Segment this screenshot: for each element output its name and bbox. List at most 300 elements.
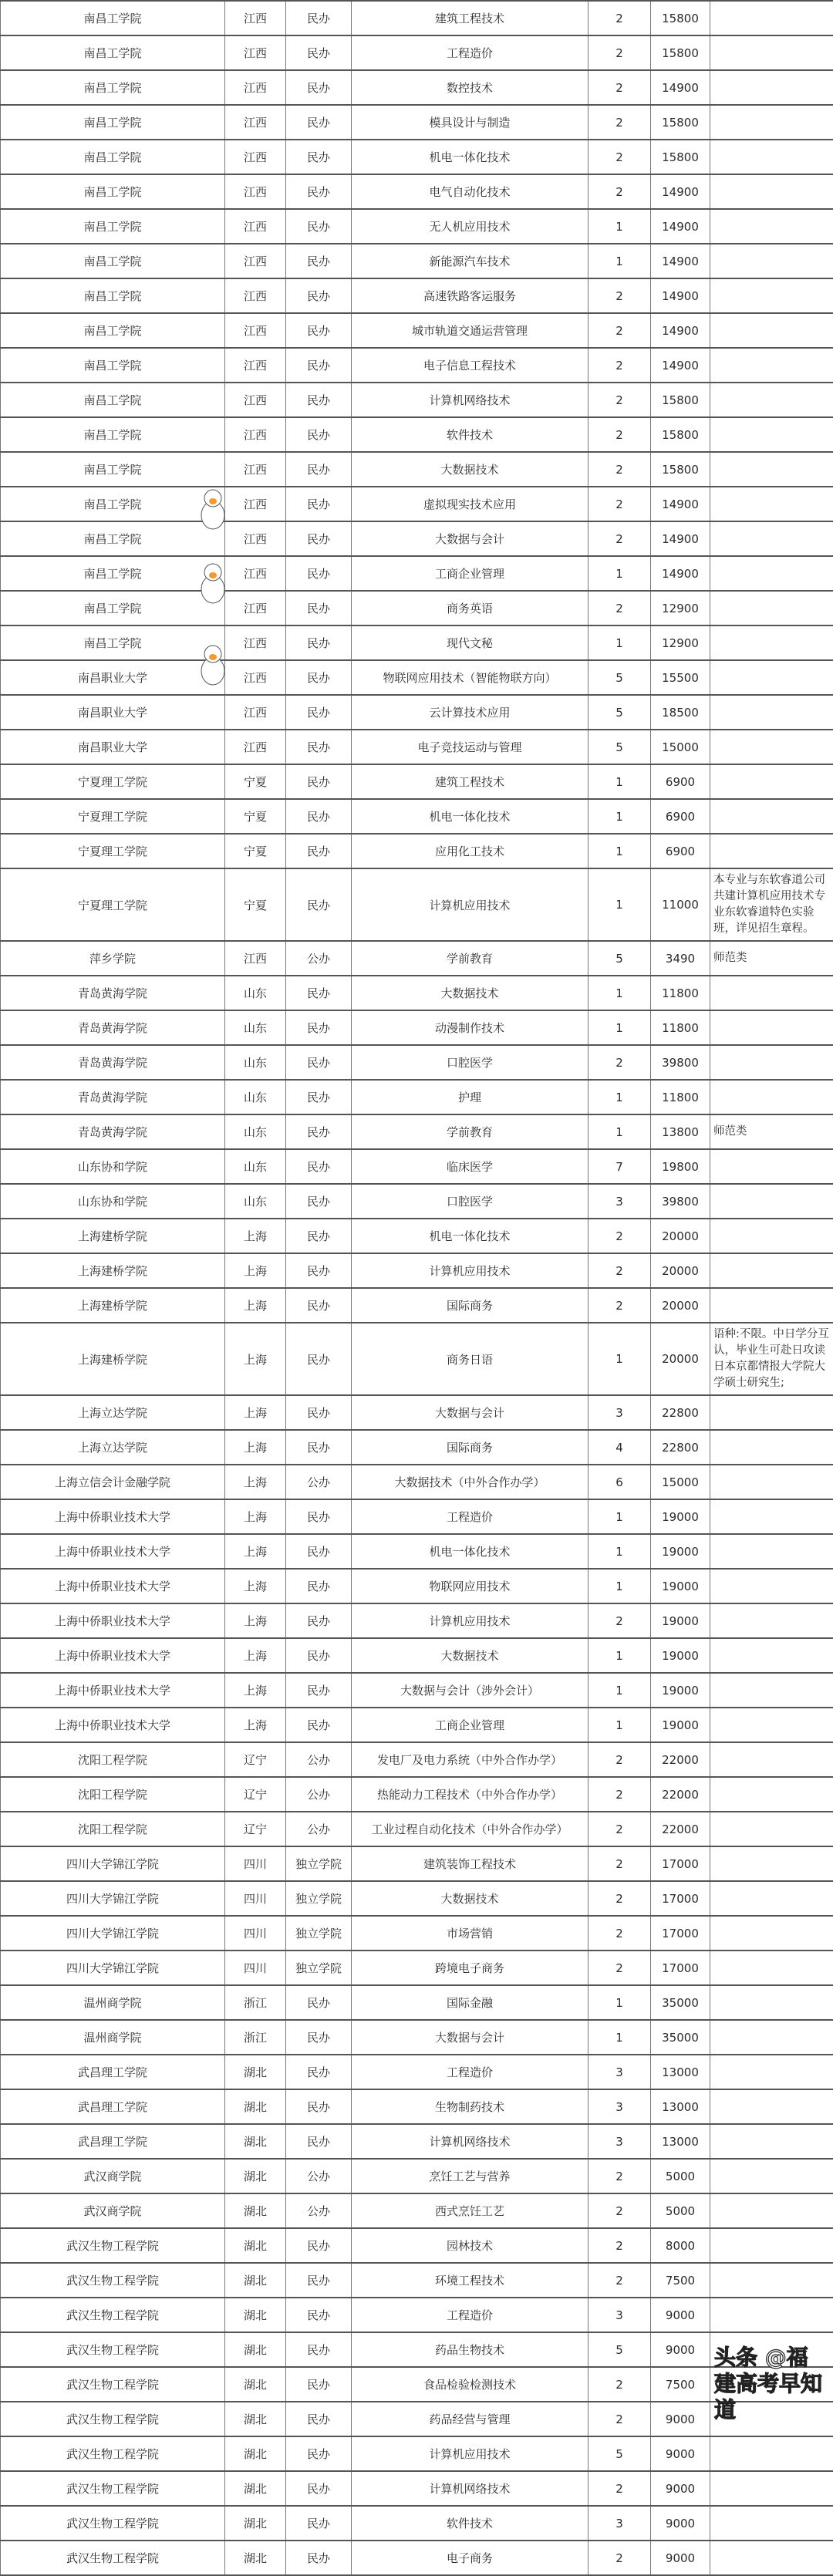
school-name-cell: 武昌理工学院: [1, 2124, 225, 2159]
school-type-cell: 民办: [286, 2332, 352, 2367]
table-row: [1, 2506, 833, 2541]
province-cell: 湖北: [225, 2228, 286, 2263]
province-cell: 江西: [225, 730, 286, 764]
duck-sticker-icon: [199, 640, 227, 686]
major-cell: 机电一体化技术: [352, 799, 588, 834]
table-row: [1, 2055, 833, 2089]
table-row: [1, 2332, 833, 2367]
major-cell: 大数据技术: [352, 1638, 588, 1673]
major-cell: 发电厂及电力系统（中外合作办学）: [352, 1742, 588, 1777]
school-name-cell: 四川大学锦江学院: [1, 1916, 225, 1951]
school-type-cell: 民办: [286, 2263, 352, 2298]
enrollment-count-cell: 2: [588, 1603, 651, 1638]
school-type-cell: 民办: [286, 1149, 352, 1184]
table-row: [1, 834, 833, 868]
table-row: [1, 799, 833, 834]
school-type-cell: 民办: [286, 1395, 352, 1430]
remark-cell: [710, 1184, 833, 1219]
enrollment-count-cell: 2: [588, 452, 651, 487]
tuition-fee-cell: 9000: [651, 2506, 710, 2541]
remark-cell: [710, 105, 833, 140]
tuition-fee-cell: 22000: [651, 1742, 710, 1777]
school-name-cell: 上海立达学院: [1, 1430, 225, 1465]
school-type-cell: 民办: [286, 1114, 352, 1149]
major-cell: 云计算技术应用: [352, 695, 588, 730]
tuition-fee-cell: 11800: [651, 976, 710, 1010]
province-cell: 湖北: [225, 2055, 286, 2089]
major-cell: 动漫制作技术: [352, 1010, 588, 1045]
school-name-cell: 武汉生物工程学院: [1, 2436, 225, 2471]
table-row: [1, 2402, 833, 2436]
school-type-cell: 民办: [286, 591, 352, 625]
remark-cell: [710, 278, 833, 313]
school-name-cell: 宁夏理工学院: [1, 834, 225, 868]
enrollment-count-cell: 1: [588, 209, 651, 244]
province-cell: 湖北: [225, 2193, 286, 2228]
tuition-fee-cell: 20000: [651, 1288, 710, 1323]
school-type-cell: 公办: [286, 1812, 352, 1846]
remark-cell: [710, 1080, 833, 1114]
remark-cell: [710, 764, 833, 799]
tuition-fee-cell: 6900: [651, 799, 710, 834]
tuition-fee-cell: 11800: [651, 1010, 710, 1045]
province-cell: 江西: [225, 140, 286, 174]
major-cell: 大数据技术: [352, 1881, 588, 1916]
school-type-cell: 民办: [286, 2089, 352, 2124]
tuition-fee-cell: 7500: [651, 2263, 710, 2298]
enrollment-count-cell: 1: [588, 1638, 651, 1673]
major-cell: 电子商务: [352, 2541, 588, 2575]
school-type-cell: 民办: [286, 174, 352, 209]
school-name-cell: 上海建桥学院: [1, 1253, 225, 1288]
remark-cell: 本专业与东软睿道公司共建计算机应用技术专业东软睿道特色实验班，详见招生章程。: [710, 868, 833, 941]
school-type-cell: 民办: [286, 799, 352, 834]
remark-cell: [710, 140, 833, 174]
watermark: 头条 @福建高考早知道: [714, 2345, 828, 2423]
table-row: [1, 2367, 833, 2402]
major-cell: 机电一体化技术: [352, 140, 588, 174]
tuition-fee-cell: 22800: [651, 1430, 710, 1465]
enrollment-count-cell: 2: [588, 105, 651, 140]
enrollment-count-cell: 2: [588, 1253, 651, 1288]
school-name-cell: 南昌职业大学: [1, 730, 225, 764]
province-cell: 上海: [225, 1288, 286, 1323]
school-name-cell: 宁夏理工学院: [1, 764, 225, 799]
major-cell: 药品生物技术: [352, 2332, 588, 2367]
enrollment-count-cell: 2: [588, 313, 651, 348]
major-cell: 大数据技术: [352, 452, 588, 487]
remark-cell: [710, 2020, 833, 2055]
table-row: [1, 1253, 833, 1288]
enrollment-count-cell: 7: [588, 1149, 651, 1184]
duck-sticker-icon: [199, 558, 227, 605]
school-type-cell: 民办: [286, 417, 352, 452]
remark-cell: [710, 1603, 833, 1638]
school-type-cell: 民办: [286, 1288, 352, 1323]
tuition-fee-cell: 15000: [651, 730, 710, 764]
remark-cell: [710, 348, 833, 383]
table-row: [1, 70, 833, 105]
province-cell: 江西: [225, 941, 286, 976]
province-cell: 江西: [225, 313, 286, 348]
enrollment-count-cell: 1: [588, 244, 651, 278]
school-type-cell: 民办: [286, 1323, 352, 1395]
school-type-cell: 民办: [286, 556, 352, 591]
school-type-cell: 民办: [286, 625, 352, 660]
province-cell: 湖北: [225, 2541, 286, 2575]
tuition-fee-cell: 15800: [651, 383, 710, 417]
enrollment-count-cell: 6: [588, 1465, 651, 1499]
remark-cell: [710, 244, 833, 278]
province-cell: 江西: [225, 487, 286, 521]
major-cell: 西式烹饪工艺: [352, 2193, 588, 2228]
enrollment-count-cell: 3: [588, 2124, 651, 2159]
remark-cell: 师范类: [710, 941, 833, 976]
tuition-fee-cell: 6900: [651, 834, 710, 868]
tuition-fee-cell: 14900: [651, 174, 710, 209]
province-cell: 江西: [225, 625, 286, 660]
remark-cell: [710, 2506, 833, 2541]
enrollment-count-cell: 3: [588, 2089, 651, 2124]
province-cell: 辽宁: [225, 1777, 286, 1812]
school-name-cell: 萍乡学院: [1, 941, 225, 976]
table-row: [1, 2228, 833, 2263]
major-cell: 物联网应用技术: [352, 1569, 588, 1603]
remark-cell: [710, 383, 833, 417]
tuition-fee-cell: 22000: [651, 1777, 710, 1812]
school-name-cell: 青岛黄海学院: [1, 1080, 225, 1114]
school-name-cell: 武汉生物工程学院: [1, 2298, 225, 2332]
major-cell: 工业过程自动化技术（中外合作办学）: [352, 1812, 588, 1846]
province-cell: 湖北: [225, 2506, 286, 2541]
table-row: [1, 695, 833, 730]
enrollment-count-cell: 5: [588, 2436, 651, 2471]
major-cell: 计算机应用技术: [352, 1253, 588, 1288]
table-row: [1, 1673, 833, 1708]
remark-cell: [710, 625, 833, 660]
table-row: [1, 1708, 833, 1742]
school-name-cell: 上海中侨职业技术大学: [1, 1534, 225, 1569]
school-type-cell: 民办: [286, 452, 352, 487]
school-name-cell: 山东协和学院: [1, 1149, 225, 1184]
table-row: [1, 140, 833, 174]
table-row: [1, 2436, 833, 2471]
table-row: [1, 2159, 833, 2193]
major-cell: 国际商务: [352, 1430, 588, 1465]
school-type-cell: 民办: [286, 2436, 352, 2471]
school-name-cell: 四川大学锦江学院: [1, 1881, 225, 1916]
province-cell: 湖北: [225, 2089, 286, 2124]
remark-cell: [710, 660, 833, 695]
school-type-cell: 民办: [286, 2124, 352, 2159]
tuition-fee-cell: 39800: [651, 1045, 710, 1080]
remark-cell: [710, 1708, 833, 1742]
school-name-cell: 南昌工学院: [1, 1, 225, 35]
school-name-cell: 武汉生物工程学院: [1, 2541, 225, 2575]
enrollment-count-cell: 2: [588, 1812, 651, 1846]
school-type-cell: 公办: [286, 2193, 352, 2228]
province-cell: 上海: [225, 1499, 286, 1534]
school-name-cell: 上海中侨职业技术大学: [1, 1499, 225, 1534]
table-row: [1, 383, 833, 417]
table-row: [1, 1395, 833, 1430]
school-type-cell: 民办: [286, 1430, 352, 1465]
major-cell: 现代文秘: [352, 625, 588, 660]
table-row: [1, 313, 833, 348]
school-type-cell: 民办: [286, 2402, 352, 2436]
major-cell: 工程造价: [352, 2298, 588, 2332]
table-row: [1, 625, 833, 660]
enrollment-count-cell: 2: [588, 591, 651, 625]
province-cell: 上海: [225, 1708, 286, 1742]
major-cell: 市场营销: [352, 1916, 588, 1951]
tuition-fee-cell: 5000: [651, 2193, 710, 2228]
remark-cell: [710, 1812, 833, 1846]
enrollment-count-cell: 2: [588, 1742, 651, 1777]
remark-cell: [710, 1881, 833, 1916]
enrollment-count-cell: 2: [588, 174, 651, 209]
school-type-cell: 公办: [286, 1465, 352, 1499]
province-cell: 山东: [225, 1080, 286, 1114]
school-name-cell: 南昌工学院: [1, 140, 225, 174]
school-name-cell: 武汉商学院: [1, 2159, 225, 2193]
school-type-cell: 民办: [286, 976, 352, 1010]
major-cell: 大数据与会计: [352, 2020, 588, 2055]
tuition-fee-cell: 14900: [651, 348, 710, 383]
enrollment-count-cell: 1: [588, 1114, 651, 1149]
enrollment-count-cell: 5: [588, 730, 651, 764]
school-name-cell: 武汉商学院: [1, 2193, 225, 2228]
school-name-cell: 武汉生物工程学院: [1, 2263, 225, 2298]
school-type-cell: 民办: [286, 2298, 352, 2332]
remark-cell: [710, 1010, 833, 1045]
school-type-cell: 民办: [286, 868, 352, 941]
school-type-cell: 民办: [286, 764, 352, 799]
school-name-cell: 南昌工学院: [1, 521, 225, 556]
tuition-fee-cell: 15800: [651, 417, 710, 452]
province-cell: 湖北: [225, 2263, 286, 2298]
table-row: [1, 1184, 833, 1219]
school-type-cell: 民办: [286, 209, 352, 244]
major-cell: 临床医学: [352, 1149, 588, 1184]
school-name-cell: 上海中侨职业技术大学: [1, 1673, 225, 1708]
school-type-cell: 公办: [286, 2159, 352, 2193]
major-cell: 环境工程技术: [352, 2263, 588, 2298]
school-name-cell: 上海中侨职业技术大学: [1, 1569, 225, 1603]
enrollment-count-cell: 1: [588, 1499, 651, 1534]
province-cell: 江西: [225, 209, 286, 244]
school-name-cell: 宁夏理工学院: [1, 868, 225, 941]
school-name-cell: 武汉生物工程学院: [1, 2402, 225, 2436]
enrollment-count-cell: 2: [588, 1951, 651, 1985]
remark-cell: [710, 695, 833, 730]
table-row: [1, 1288, 833, 1323]
school-type-cell: 民办: [286, 244, 352, 278]
school-type-cell: 民办: [286, 660, 352, 695]
province-cell: 江西: [225, 70, 286, 105]
table-row: [1, 730, 833, 764]
enrollment-count-cell: 2: [588, 2159, 651, 2193]
table-row: [1, 174, 833, 209]
major-cell: 跨境电子商务: [352, 1951, 588, 1985]
table-row: [1, 591, 833, 625]
school-type-cell: 民办: [286, 1603, 352, 1638]
school-type-cell: 民办: [286, 730, 352, 764]
province-cell: 山东: [225, 976, 286, 1010]
major-cell: 应用化工技术: [352, 834, 588, 868]
school-name-cell: 武汉生物工程学院: [1, 2228, 225, 2263]
enrollment-count-cell: 2: [588, 417, 651, 452]
remark-cell: [710, 1916, 833, 1951]
province-cell: 宁夏: [225, 799, 286, 834]
table-row: [1, 1010, 833, 1045]
school-type-cell: 民办: [286, 348, 352, 383]
province-cell: 江西: [225, 35, 286, 70]
tuition-fee-cell: 8000: [651, 2228, 710, 2263]
school-type-cell: 民办: [286, 35, 352, 70]
school-name-cell: 南昌工学院: [1, 70, 225, 105]
school-name-cell: 上海立达学院: [1, 1395, 225, 1430]
enrollment-count-cell: 2: [588, 2263, 651, 2298]
enrollment-count-cell: 1: [588, 1534, 651, 1569]
remark-cell: [710, 1534, 833, 1569]
tuition-fee-cell: 18500: [651, 695, 710, 730]
school-name-cell: 武昌理工学院: [1, 2089, 225, 2124]
tuition-fee-cell: 20000: [651, 1323, 710, 1395]
school-type-cell: 民办: [286, 2228, 352, 2263]
enrollment-count-cell: 3: [588, 2506, 651, 2541]
school-name-cell: 南昌工学院: [1, 417, 225, 452]
enrollment-count-cell: 1: [588, 834, 651, 868]
table-row: [1, 105, 833, 140]
enrollment-count-cell: 1: [588, 1323, 651, 1395]
table-row: [1, 1430, 833, 1465]
tuition-fee-cell: 9000: [651, 2541, 710, 2575]
province-cell: 江西: [225, 695, 286, 730]
school-type-cell: 民办: [286, 2471, 352, 2506]
province-cell: 山东: [225, 1184, 286, 1219]
province-cell: 四川: [225, 1881, 286, 1916]
school-name-cell: 青岛黄海学院: [1, 1045, 225, 1080]
province-cell: 辽宁: [225, 1742, 286, 1777]
tuition-fee-cell: 14900: [651, 70, 710, 105]
major-cell: 大数据与会计: [352, 1395, 588, 1430]
school-type-cell: 民办: [286, 313, 352, 348]
tuition-fee-cell: 20000: [651, 1253, 710, 1288]
tuition-fee-cell: 20000: [651, 1219, 710, 1253]
province-cell: 江西: [225, 1, 286, 35]
school-name-cell: 南昌工学院: [1, 383, 225, 417]
major-cell: 计算机网络技术: [352, 383, 588, 417]
enrollment-count-cell: 2: [588, 2471, 651, 2506]
major-cell: 口腔医学: [352, 1184, 588, 1219]
major-cell: 大数据与会计（涉外会计）: [352, 1673, 588, 1708]
province-cell: 湖北: [225, 2436, 286, 2471]
school-name-cell: 上海建桥学院: [1, 1323, 225, 1395]
province-cell: 四川: [225, 1951, 286, 1985]
major-cell: 国际金融: [352, 1985, 588, 2020]
tuition-fee-cell: 22000: [651, 1812, 710, 1846]
school-name-cell: 南昌工学院: [1, 244, 225, 278]
tuition-fee-cell: 35000: [651, 1985, 710, 2020]
major-cell: 烹饪工艺与营养: [352, 2159, 588, 2193]
enrollment-count-cell: 2: [588, 348, 651, 383]
table-row: [1, 941, 833, 976]
remark-cell: [710, 2471, 833, 2506]
tuition-fee-cell: 14900: [651, 209, 710, 244]
remark-cell: [710, 834, 833, 868]
major-cell: 建筑工程技术: [352, 1, 588, 35]
tuition-fee-cell: 19000: [651, 1673, 710, 1708]
school-name-cell: 南昌工学院: [1, 348, 225, 383]
enrollment-count-cell: 1: [588, 1080, 651, 1114]
province-cell: 江西: [225, 174, 286, 209]
province-cell: 宁夏: [225, 868, 286, 941]
major-cell: 口腔医学: [352, 1045, 588, 1080]
tuition-fee-cell: 15800: [651, 105, 710, 140]
major-cell: 建筑工程技术: [352, 764, 588, 799]
remark-cell: [710, 2436, 833, 2471]
tuition-fee-cell: 35000: [651, 2020, 710, 2055]
school-type-cell: 民办: [286, 1184, 352, 1219]
school-name-cell: 温州商学院: [1, 2020, 225, 2055]
tuition-fee-cell: 15800: [651, 35, 710, 70]
province-cell: 湖北: [225, 2367, 286, 2402]
table-row: [1, 1080, 833, 1114]
enrollment-count-cell: 2: [588, 278, 651, 313]
remark-cell: [710, 1, 833, 35]
school-name-cell: 南昌工学院: [1, 209, 225, 244]
major-cell: 机电一体化技术: [352, 1219, 588, 1253]
remark-cell: [710, 1499, 833, 1534]
major-cell: 高速铁路客运服务: [352, 278, 588, 313]
remark-cell: [710, 174, 833, 209]
province-cell: 湖北: [225, 2471, 286, 2506]
remark-cell: [710, 452, 833, 487]
school-name-cell: 上海中侨职业技术大学: [1, 1638, 225, 1673]
remark-cell: [710, 70, 833, 105]
table-row: [1, 2193, 833, 2228]
major-cell: 工商企业管理: [352, 1708, 588, 1742]
remark-cell: [710, 2541, 833, 2575]
enrollment-count-cell: 2: [588, 521, 651, 556]
province-cell: 山东: [225, 1149, 286, 1184]
province-cell: 上海: [225, 1253, 286, 1288]
table-row: [1, 1323, 833, 1395]
school-type-cell: 民办: [286, 1638, 352, 1673]
tuition-fee-cell: 14900: [651, 313, 710, 348]
school-name-cell: 武汉生物工程学院: [1, 2332, 225, 2367]
school-type-cell: 独立学院: [286, 1916, 352, 1951]
table-row: [1, 209, 833, 244]
school-type-cell: 民办: [286, 140, 352, 174]
remark-cell: [710, 2193, 833, 2228]
enrollment-count-cell: 3: [588, 2298, 651, 2332]
school-name-cell: 南昌工学院: [1, 487, 225, 521]
table-row: [1, 1812, 833, 1846]
school-type-cell: 民办: [286, 487, 352, 521]
remark-cell: [710, 976, 833, 1010]
major-cell: 学前教育: [352, 1114, 588, 1149]
school-type-cell: 民办: [286, 1708, 352, 1742]
table-row: [1, 2089, 833, 2124]
school-type-cell: 民办: [286, 834, 352, 868]
province-cell: 四川: [225, 1916, 286, 1951]
remark-cell: [710, 591, 833, 625]
major-cell: 机电一体化技术: [352, 1534, 588, 1569]
table-row: [1, 1534, 833, 1569]
remark-cell: [710, 2055, 833, 2089]
